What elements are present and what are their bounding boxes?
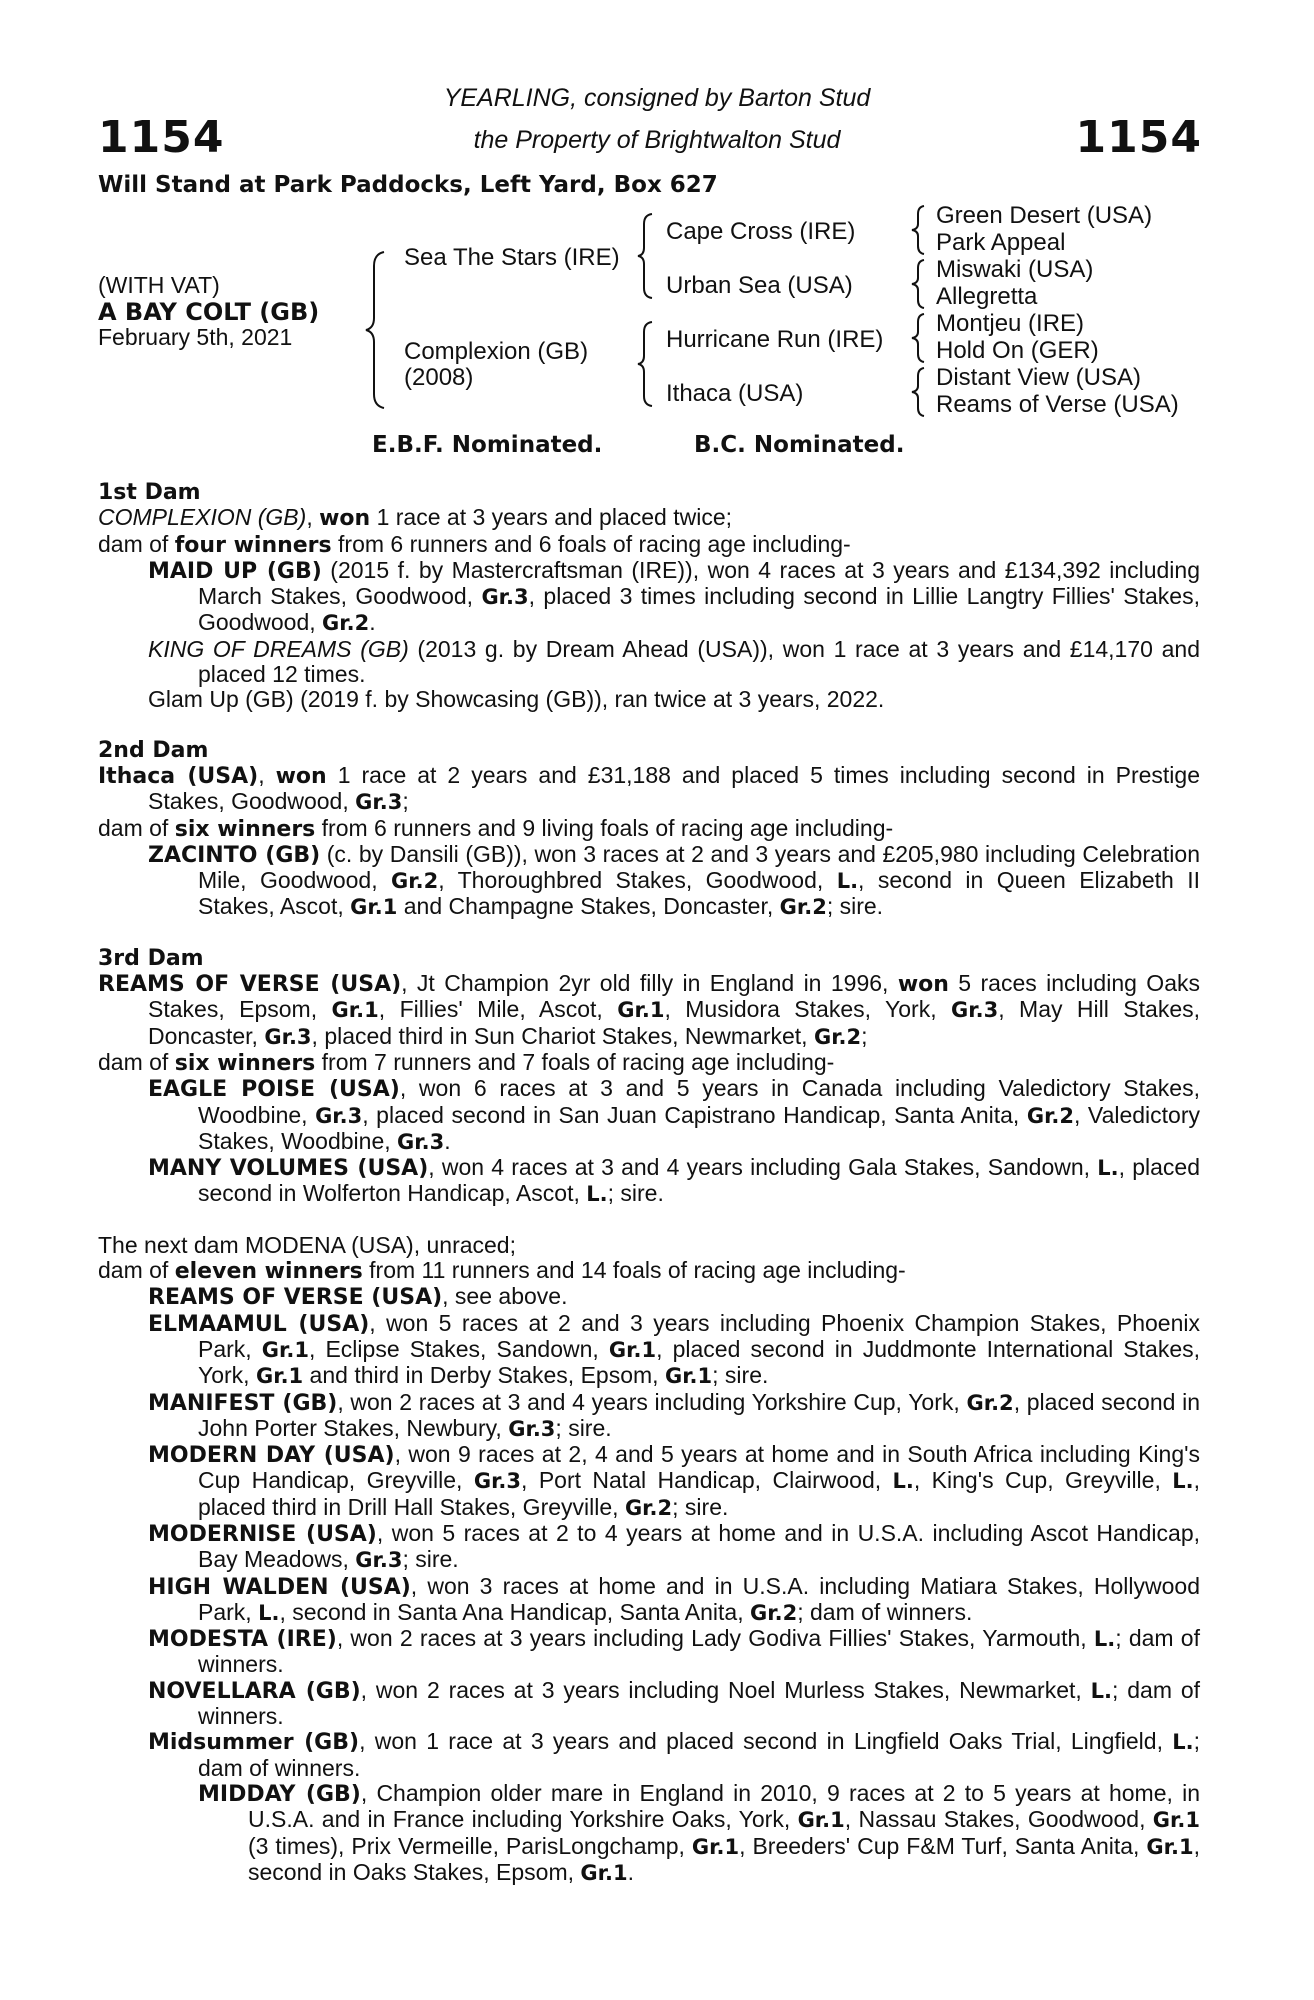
progeny-entry [98, 1521, 1200, 1574]
record-text: , Musidora Stakes, York, [664, 996, 952, 1023]
progeny-text: , placed second in John Porter Stakes, Newbury, [198, 1388, 1200, 1441]
first-dam-name: COMPLEXION (GB) [98, 504, 307, 531]
pedigree-brace-g3-4 [910, 366, 932, 418]
progeny-text: , won 2 races at 3 years including Noel Murless Stakes, Newmarket, [360, 1676, 1091, 1703]
dam-year: (2008) [404, 364, 474, 391]
progeny-text: ; sire. [555, 1414, 612, 1441]
grade: Gr.1 [691, 1834, 740, 1859]
grade: Gr.3 [355, 1548, 403, 1573]
horse-name: A BAY COLT (GB) [98, 298, 320, 326]
second-dam-name: Ithaca (USA) [98, 763, 259, 789]
progeny-text: , won 9 races at 2, 4 and 5 years at home and in South Africa including King's Cup Handicap, Greyville, [198, 1441, 1200, 1494]
bc-nominated: B.C. Nominated. [694, 432, 905, 458]
grade: Gr.3 [473, 1469, 522, 1494]
won-label: won [897, 972, 949, 998]
progeny-entry [98, 1574, 1200, 1627]
progeny-text: . [369, 609, 376, 636]
record-text: 1 race at 2 years and £31,188 and placed 5 times including second in Prestige Stakes, Goodwood, [148, 761, 1200, 815]
grade: L. [892, 1469, 914, 1494]
progeny-name: MODESTA (IRE) [148, 1627, 337, 1653]
progeny-name: MIDDAY (GB) [198, 1781, 361, 1807]
progeny-name: MAID UP (GB) [148, 558, 322, 584]
winners-count: six winners [174, 1050, 316, 1076]
progeny-name: HIGH WALDEN (USA) [148, 1574, 411, 1600]
grade: L. [586, 1182, 608, 1207]
grade: L. [1172, 1469, 1194, 1494]
progeny-text: (3 times), Prix Vermeille, ParisLongchamp, [248, 1832, 692, 1859]
progeny-entry [98, 1729, 1200, 1781]
progeny-name: ELMAAMUL (USA) [148, 1311, 370, 1337]
grade: Gr.3 [508, 1416, 556, 1441]
grade: Gr.1 [797, 1808, 845, 1833]
grade: L. [1097, 1156, 1119, 1181]
record-text: ; [402, 788, 409, 815]
gen3-ancestor: Hold On (GER) [936, 337, 1099, 364]
gen3-ancestor: Allegretta [936, 283, 1038, 310]
second-dam-record [98, 763, 1200, 816]
grade: Gr.3 [264, 1024, 312, 1049]
progeny-name: MODERNISE (USA) [148, 1521, 377, 1547]
grade: Gr.1 [350, 895, 398, 920]
progeny-entry [98, 1076, 1200, 1155]
gen3-ancestor: Green Desert (USA) [936, 202, 1153, 229]
gen3-ancestor: Reams of Verse (USA) [936, 391, 1179, 418]
winners-count: six winners [174, 816, 316, 842]
progeny-text: , Thoroughbred Stakes, Goodwood, [438, 867, 837, 894]
progeny-text: ; sire. [607, 1180, 664, 1207]
third-dam-heading: 3rd Dam [98, 945, 204, 971]
grade: L. [836, 869, 859, 894]
grade: Gr.1 [1146, 1834, 1194, 1859]
progeny-text: ; dam of winners. [797, 1598, 973, 1625]
progeny-entry [98, 1678, 1200, 1730]
dam-dam: Ithaca (USA) [666, 380, 804, 407]
next-dam-produce [98, 1258, 1200, 1284]
produce-text: from 7 runners and 7 foals of racing age including- [315, 1048, 835, 1075]
dam-of-text: dam of [98, 1257, 175, 1284]
second-dam-produce [98, 816, 1200, 842]
grade: Gr.1 [608, 1337, 657, 1362]
progeny-text: ; sire. [402, 1546, 459, 1573]
progeny-text: , second in Santa Ana Handicap, Santa Anita, [279, 1598, 750, 1625]
progeny-name: MANY VOLUMES (USA) [148, 1156, 429, 1182]
progeny-text: , won 6 races at 3 and 5 years in Canada including Valedictory Stakes, Woodbine, [198, 1075, 1200, 1128]
pedigree-brace-main [362, 250, 392, 410]
consignor-line: YEARLING, consigned by Barton Stud [443, 84, 871, 112]
progeny-text: , placed 3 times including second in Lillie Langtry Fillies' Stakes, Goodwood, [198, 583, 1200, 636]
sire-dam: Urban Sea (USA) [666, 272, 853, 299]
grade: Gr.1 [255, 1364, 304, 1389]
won-label: won [319, 506, 371, 532]
progeny-text: ; sire. [826, 893, 884, 920]
progeny-text: , won 1 race at 3 years and placed second in Lingfield Oaks Trial, Lingfield, [359, 1728, 1173, 1755]
first-dam-record: COMPLEXION (GB), won 1 race at 3 years and placed twice; [98, 504, 733, 532]
progeny-text: ; dam of winners. [198, 1625, 1200, 1678]
progeny-text: , won 2 races at 3 and 4 years including Yorkshire Cup, York, [337, 1388, 967, 1415]
grade: Gr.3 [397, 1129, 445, 1154]
grade: Gr.1 [617, 998, 665, 1023]
grade: Gr.3 [315, 1103, 363, 1128]
produce-text: from 6 runners and 6 foals of racing age including- [331, 530, 851, 557]
grade: Gr.1 [261, 1337, 309, 1362]
stand-location: Will Stand at Park Paddocks, Left Yard, Box 627 [98, 172, 718, 198]
progeny-text: , won 5 races at 2 to 4 years at home and in U.S.A. including Ascot Handicap, Bay Meadows, [198, 1519, 1200, 1573]
progeny-text: Glam Up (GB) (2019 f. by Showcasing (GB)), ran twice at 3 years, 2022. [148, 686, 885, 713]
grade: Gr.3 [481, 585, 529, 610]
progeny-text: (c. by Dansili (GB)), won 3 races at 2 and 3 years and £205,980 including Celebration Mile, Goodwood, [198, 840, 1200, 894]
record-text: ; [861, 1022, 868, 1049]
dam-of-text: dam of [98, 1048, 175, 1075]
progeny-text: ; sire. [672, 1493, 729, 1520]
progeny-text: , second in Oaks Stakes, Epsom, [248, 1832, 1200, 1885]
pedigree-brace-dam [636, 320, 658, 408]
progeny-text: , Eclipse Stakes, Sandown, [308, 1335, 609, 1362]
grade: Gr.3 [951, 998, 999, 1023]
record-text: , Jt Champion 2yr old filly in England in 1996, [401, 970, 898, 997]
sire: Sea The Stars (IRE) [404, 244, 620, 271]
progeny-text: ; dam of winners. [198, 1728, 1201, 1781]
winners-count: four winners [174, 532, 332, 558]
record-text: , Fillies' Mile, Ascot, [378, 996, 618, 1023]
second-dam-heading: 2nd Dam [98, 737, 209, 763]
grade: Gr.2 [966, 1390, 1014, 1415]
progeny-name: REAMS OF VERSE (USA) [148, 1285, 443, 1311]
progeny-text: , placed third in Drill Hall Stakes, Greyville, [198, 1467, 1200, 1520]
progeny-text: , Port Natal Handicap, Clairwood, [521, 1467, 893, 1494]
progeny-entry [98, 1311, 1200, 1390]
progeny-name: MANIFEST (GB) [148, 1390, 338, 1416]
gen3-ancestor: Distant View (USA) [936, 364, 1141, 391]
progeny-name: EAGLE POISE (USA) [148, 1077, 400, 1103]
progeny-text: , won 4 races at 3 and 4 years including Gala Stakes, Sandown, [428, 1154, 1098, 1181]
grade: L. [1093, 1627, 1116, 1652]
progeny-text: , second in Queen Elizabeth II Stakes, Ascot, [198, 867, 1201, 920]
gen3-ancestor: Park Appeal [936, 229, 1066, 256]
progeny-text: (2013 g. by Dream Ahead (USA)), won 1 race at 3 years and £14,170 and placed 12 times. [198, 635, 1200, 688]
progeny-text: , Nassau Stakes, Goodwood, [844, 1806, 1153, 1833]
first-dam-heading: 1st Dam [98, 480, 201, 505]
progeny-name: NOVELLARA (GB) [148, 1678, 361, 1704]
dam: Complexion (GB) [404, 338, 589, 365]
progeny-entry [98, 1390, 1200, 1443]
property-line: the Property of Brightwalton Stud [473, 126, 841, 154]
gen3-ancestor: Miswaki (USA) [936, 256, 1094, 283]
grade: Gr.1 [1152, 1808, 1200, 1833]
grade: Gr.2 [1026, 1103, 1075, 1128]
progeny-text: , Breeders' Cup F&M Turf, Santa Anita, [739, 1832, 1147, 1859]
grade: Gr.1 [664, 1364, 713, 1389]
third-dam-name: REAMS OF VERSE (USA) [98, 972, 402, 998]
progeny-text: , won 5 races at 2 and 3 years including Phoenix Champion Stakes, Phoenix Park, [198, 1309, 1200, 1362]
horse-dob: February 5th, 2021 [98, 324, 293, 350]
progeny-name: ZACINTO (GB) [148, 842, 321, 868]
first-dam-produce [98, 532, 1200, 558]
progeny-text: , Champion older mare in England in 2010, 9 races at 2 to 5 years at home, in U.S.A. and in France including Yorkshire Oaks, York, [248, 1779, 1200, 1833]
third-dam-produce [98, 1050, 1200, 1076]
dam-sire: Hurricane Run (IRE) [666, 326, 884, 353]
grade: Gr.2 [322, 611, 370, 636]
pedigree-brace-g3-3 [910, 312, 932, 364]
record-text: , May Hill Stakes, Doncaster, [148, 996, 1201, 1049]
next-dam-intro: The next dam MODENA (USA), unraced; [98, 1231, 516, 1258]
progeny-entry [98, 1284, 1200, 1310]
produce-record [98, 480, 1200, 1886]
progeny-text: , placed second in Wolferton Handicap, Ascot, [198, 1154, 1200, 1207]
grade: Gr.2 [779, 895, 827, 920]
grade: Gr.2 [813, 1024, 862, 1049]
winners-count: eleven winners [174, 1259, 363, 1285]
progeny-text: , placed second in San Juan Capistrano Handicap, Santa Anita, [362, 1101, 1027, 1128]
lot-number-right: 1154 [1075, 112, 1202, 163]
pedigree-brace-sire [636, 212, 658, 300]
record-text: , placed third in Sun Chariot Stakes, Newmarket, [311, 1022, 814, 1049]
grade: Gr.2 [391, 869, 439, 894]
progeny-entry [98, 687, 1200, 712]
third-dam-record [98, 971, 1200, 1050]
grade: Gr.3 [355, 790, 403, 815]
progeny-entry [98, 1155, 1200, 1208]
grade: L. [258, 1600, 280, 1625]
progeny-text: and third in Derby Stakes, Epsom, [303, 1362, 665, 1389]
progeny-text: , see above. [442, 1283, 568, 1310]
progeny-entry [98, 842, 1200, 921]
pedigree-brace-g3-1 [910, 204, 932, 256]
progeny-entry [98, 1442, 1200, 1521]
progeny-text: , placed second in Juddmonte International Stakes, York, [198, 1335, 1200, 1389]
progeny-name: KING OF DREAMS (GB) [148, 635, 409, 662]
produce-text: from 11 runners and 14 foals of racing age including- [362, 1257, 906, 1284]
progeny-name: MODERN DAY (USA) [148, 1443, 395, 1469]
progeny-entry [98, 637, 1200, 688]
pedigree-brace-g3-2 [910, 258, 932, 310]
lot-number-left: 1154 [98, 112, 225, 163]
progeny-text: , Valedictory Stakes, Woodbine, [198, 1101, 1200, 1154]
vat-note: (WITH VAT) [98, 272, 220, 298]
progeny-entry [98, 558, 1200, 637]
produce-text: from 6 runners and 9 living foals of racing age including- [315, 814, 894, 841]
progeny-text: (2015 f. by Mastercraftsman (IRE)), won 4 races at 3 years and £134,392 including March Stakes, Goodwood, [198, 556, 1201, 610]
won-label: won [275, 763, 327, 789]
ebf-nominated: E.B.F. Nominated. [372, 432, 603, 458]
grade: Gr.2 [624, 1495, 673, 1520]
grade: L. [1090, 1678, 1112, 1703]
dam-of-text: dam of [98, 814, 175, 841]
record-text: 1 race at 3 years and placed twice; [370, 504, 733, 531]
progeny-text: and Champagne Stakes, Doncaster, [397, 893, 780, 920]
progeny-text: ; sire. [712, 1362, 769, 1389]
dam-of-text: dam of [98, 530, 175, 557]
grade: L. [1172, 1730, 1194, 1755]
record-text: 5 races including Oaks Stakes, Epsom, [148, 970, 1200, 1023]
progeny-text: ; dam of winners. [198, 1676, 1201, 1730]
grade: Gr.1 [331, 998, 379, 1023]
progeny-text: , won 2 races at 3 years including Lady Godiva Fillies' Stakes, Yarmouth, [336, 1625, 1094, 1652]
progeny-text: , won 3 races at home and in U.S.A. including Matiara Stakes, Hollywood Park, [198, 1572, 1200, 1625]
progeny-text: . [627, 1858, 634, 1885]
sire-sire: Cape Cross (IRE) [666, 218, 856, 245]
grand-progeny-entry [98, 1781, 1200, 1886]
record-text: , [258, 761, 276, 788]
progeny-name: Midsummer (GB) [148, 1730, 360, 1756]
grade: Gr.1 [580, 1860, 628, 1885]
progeny-text: . [444, 1127, 451, 1154]
gen3-ancestor: Montjeu (IRE) [936, 310, 1085, 337]
progeny-text: , King's Cup, Greyville, [913, 1467, 1173, 1494]
grade: Gr.2 [750, 1600, 798, 1625]
progeny-entry [98, 1626, 1200, 1678]
